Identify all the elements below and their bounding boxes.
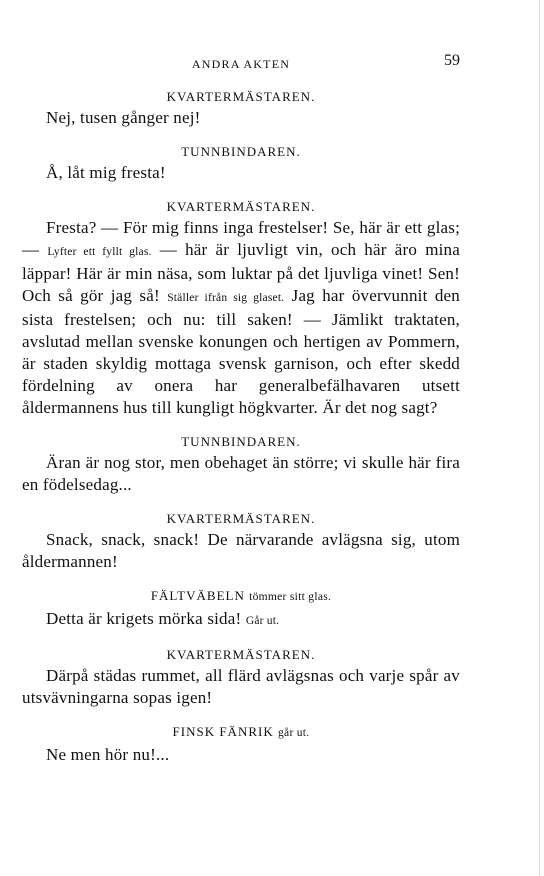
page-edge-line [539,0,540,876]
book-page [22,52,460,766]
speaker-name [22,88,460,105]
speaker-name [22,646,460,663]
speaker-stage-direction: går ut. [277,727,310,739]
dialogue-line: Äran är nog stor, men obehaget än större; vi skulle här fira en födelsedag... [22,453,460,494]
stage-direction: Går ut. [245,615,280,627]
dialogue-line: Å, låt mig fresta! [46,163,166,182]
speaker-name [22,433,460,450]
speaker-label: FINSK FÄNRIK [172,724,274,739]
stage-direction: Lyfter ett fyllt glas. [47,246,152,258]
speaker-label: KVARTERMÄSTAREN. [166,199,316,214]
speaker-stage-direction: tömmer sitt glas. [249,591,332,603]
dialogue-paragraph [22,217,460,419]
dialogue-line: Därpå städas rummet, all flärd avlägsnas och varje spår av utsvävningarna sopas igen! [22,666,460,707]
speaker-label: KVARTERMÄSTAREN. [166,511,316,526]
dialogue-text: — här är ljuvligt vin, och här äro mina läppar! Här är min näsa, som luktar på det ljuvliga vinet! Sen! Och så gör jag så! [22,240,460,305]
speaker-label: KVARTERMÄSTAREN. [166,89,316,104]
speaker-label: KVARTERMÄSTAREN. [166,647,316,662]
speaker-label: FÄLTVÄBELN [150,588,245,603]
dialogue-line: Snack, snack, snack! De närvarande avlägsna sig, utom åldermannen! [22,530,460,571]
running-head [22,52,460,74]
stage-direction: Ställer ifrån sig glaset. [167,292,285,304]
speaker-name [22,198,460,215]
dialogue-line: Nej, tusen gånger nej! [46,108,201,127]
speaker-name [22,723,460,742]
speaker-label: TUNNBINDAREN. [181,434,301,449]
speaker-label: TUNNBINDAREN. [181,144,301,159]
dialogue-text: Jag har övervunnit den sista frestelsen; och nu: till saken! — Jämlikt traktaten, avslutad mellan svenske konungen och hertigen av Pommern, är staden skyldig mottaga svensk garnison, och efter skedd fördelning av onera har generalbefälhavaren utsett åldermannens hus till kungligt högkvarter. Är det nog sagt? [22,286,460,417]
speaker-name [22,143,460,160]
running-head-title: ANDRA AKTEN [191,57,291,71]
speaker-name [22,510,460,527]
dialogue-text: Fresta? — För mig finns inga frestelser! Se, här är ett glas; — [22,218,460,259]
page-number: 59 [444,52,460,69]
dialogue-paragraph [22,608,460,632]
speaker-name [22,587,460,606]
dialogue-text: Detta är krigets mörka sida! [46,609,246,628]
dialogue-line: Ne men hör nu!... [46,745,170,764]
